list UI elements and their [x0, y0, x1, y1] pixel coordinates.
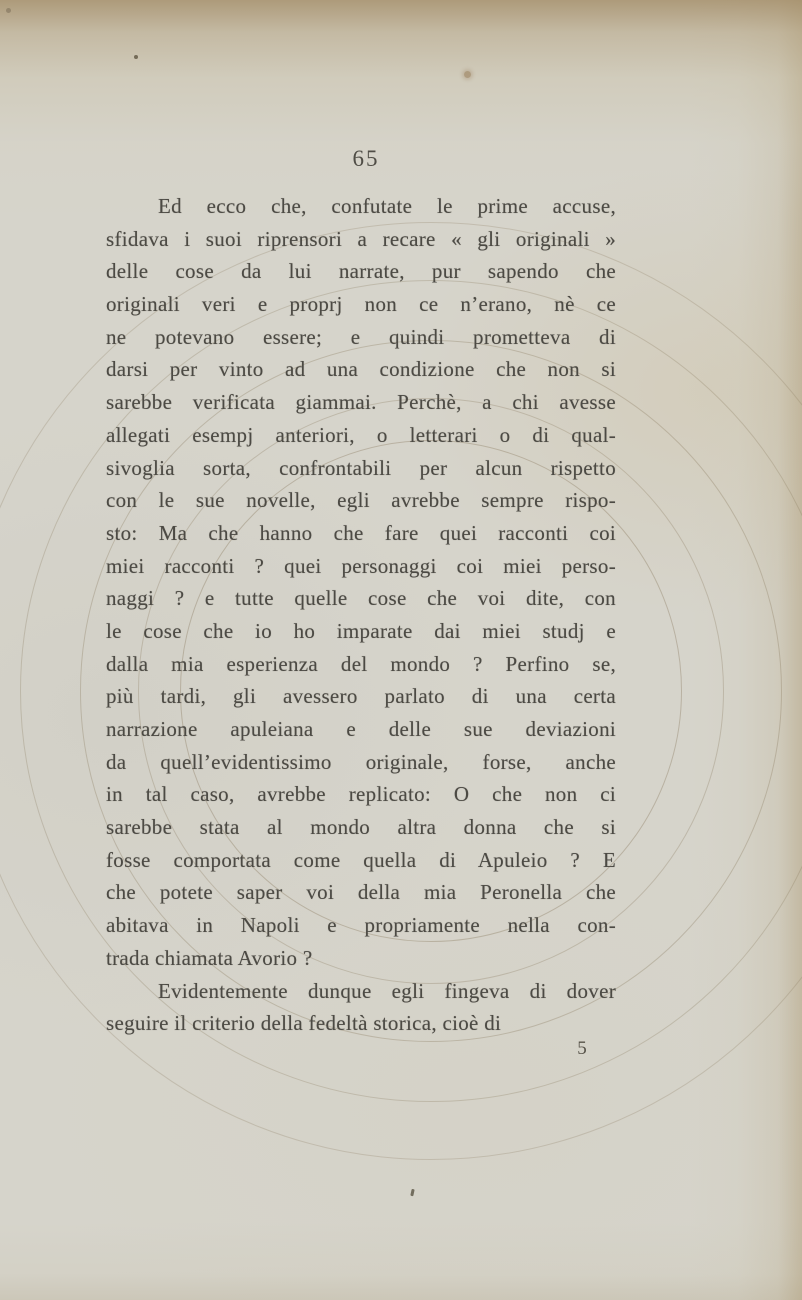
text-line: sarebbe stata al mondo altra donna che si — [106, 815, 616, 840]
text-line: darsi per vinto ad una condizione che non si — [106, 357, 616, 382]
text-line: fosse comportata come quella di Apuleio ? E — [106, 847, 616, 872]
text-line: ne potevano essere; e quindi prometteva di — [106, 324, 616, 349]
text-line: sarebbe verificata giammai. Perchè, a chi avesse — [106, 390, 616, 415]
text-line: Evidentemente dunque egli fingeva di dover — [158, 978, 616, 1003]
text-line: miei racconti ? quei personaggi coi miei perso- — [106, 553, 616, 578]
text-line: che potete saper voi della mia Peronella che — [106, 880, 616, 905]
text-line: sfidava i suoi riprensori a recare « gli originali » — [106, 226, 616, 251]
text-line: allegati esempj anteriori, o letterari o di qual- — [106, 422, 616, 447]
text-line: Ed ecco che, confutate le prime accuse, — [158, 194, 616, 218]
text-line: più tardi, gli avessero parlato di una certa — [106, 684, 616, 709]
text-line: sivoglia sorta, confrontabili per alcun rispetto — [106, 455, 616, 480]
paper-speck — [6, 8, 11, 13]
paper-speck — [134, 55, 138, 59]
text-line: in tal caso, avrebbe replicato: O che non ci — [106, 782, 616, 807]
text-line: sto: Ma che hanno che fare quei racconti coi — [106, 520, 616, 545]
text-line: le cose che io ho imparate dai miei studj e — [106, 618, 616, 643]
text-line: con le sue novelle, egli avrebbe sempre rispo- — [106, 488, 616, 513]
text-line: abitava in Napoli e propriamente nella con- — [106, 913, 616, 938]
paper-speck — [464, 71, 471, 78]
text-line: naggi ? e tutte quelle cose che voi dite, con — [106, 586, 616, 611]
text-line: da quell’evidentissimo originale, forse, anche — [106, 749, 616, 774]
text-line: delle cose da lui narrate, pur sapendo che — [106, 259, 616, 284]
text-block — [106, 190, 616, 1040]
text-line: trada chiamata Avorio ? — [106, 945, 313, 970]
text-line: originali veri e proprj non ce n’erano, nè ce — [106, 292, 616, 317]
text-line: narrazione apuleiana e delle sue deviazioni — [106, 717, 616, 741]
signature-mark: 5 — [577, 1038, 587, 1059]
text-line: dalla mia esperienza del mondo ? Perfino se, — [106, 651, 616, 676]
paper-speck — [410, 1189, 414, 1196]
text-line: seguire il criterio della fedeltà storica, cioè di — [106, 1011, 502, 1036]
page-number: 65 — [352, 146, 380, 171]
